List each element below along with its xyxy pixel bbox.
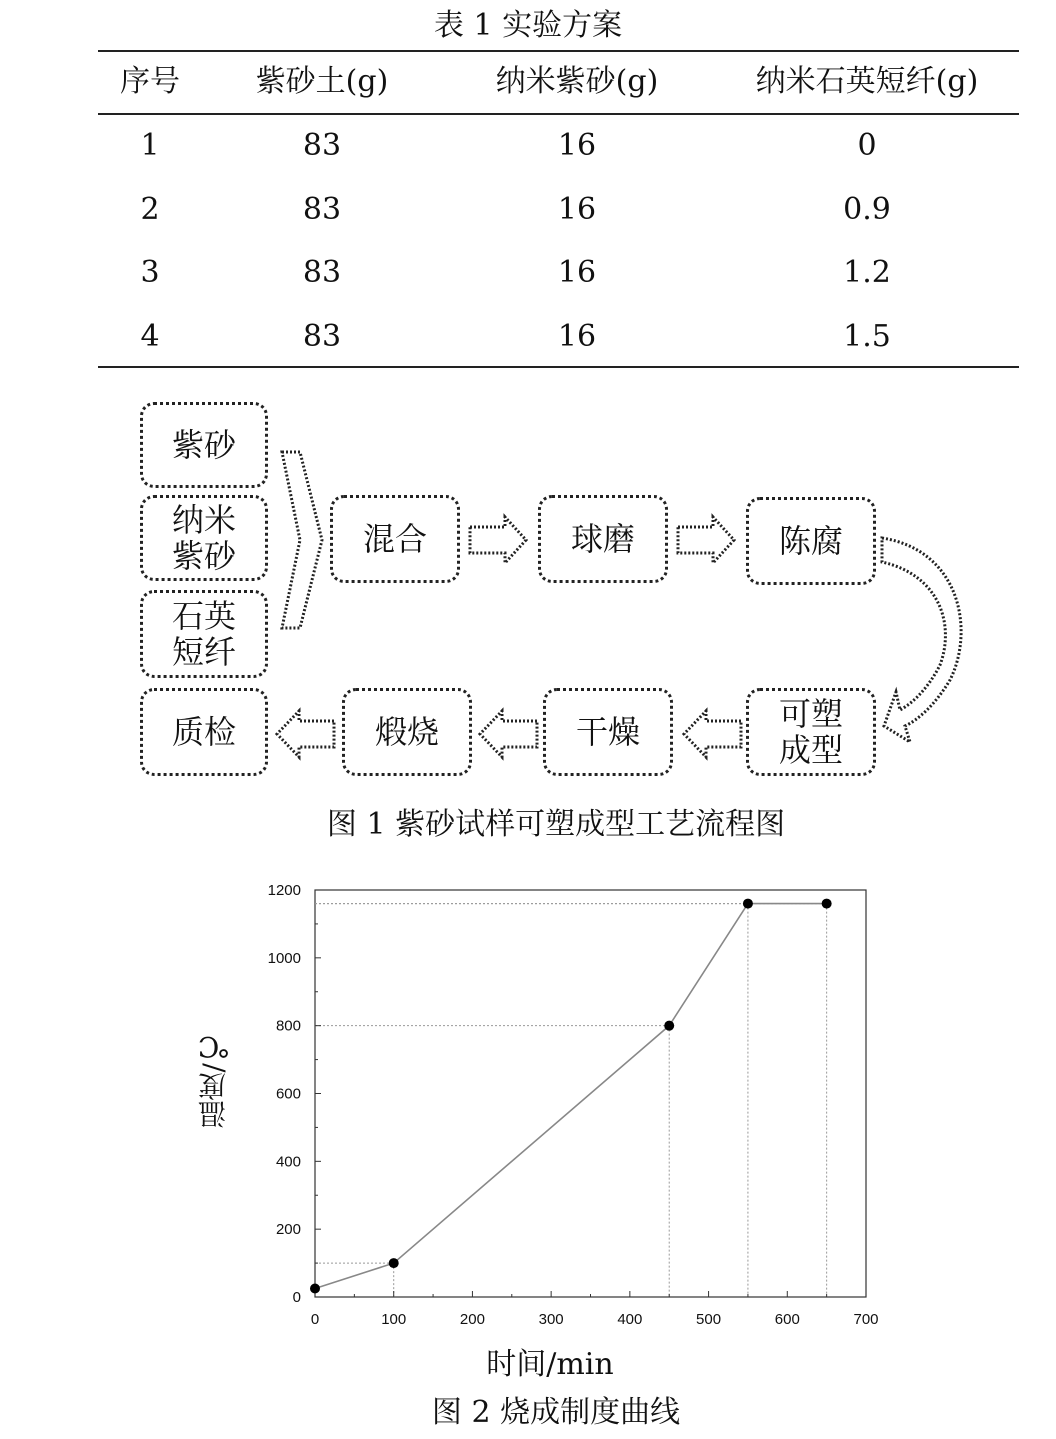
x-tick-label: 400 <box>617 1311 643 1328</box>
data-point <box>743 899 753 909</box>
table-caption: 表 1 实验方案 <box>433 8 623 43</box>
arrow-left-icon <box>480 711 537 757</box>
table-header: 纳米石英短纤(g) <box>755 64 979 99</box>
flow-box-ball-milling <box>538 495 668 583</box>
data-point <box>389 1258 399 1268</box>
arrow-right-icon <box>470 517 526 563</box>
table-cell: 83 <box>302 319 342 354</box>
flow-box-line: 可塑 <box>778 695 843 733</box>
x-tick-label: 200 <box>459 1311 485 1328</box>
table-header: 纳米紫砂(g) <box>495 64 659 99</box>
table-header: 序号 <box>120 64 180 99</box>
flow-box-label: 煅烧 <box>374 713 439 751</box>
table-cell: 1 <box>140 128 160 163</box>
table-header: 紫砂土(g) <box>255 64 389 99</box>
flow-box-input-quartz-fiber <box>140 590 268 678</box>
chart-y-axis-label: 温度/℃ <box>197 1030 230 1129</box>
flow-box-line: 石英 <box>171 597 236 635</box>
table-cell: 3 <box>140 255 160 290</box>
flow-box-label: 陈腐 <box>778 522 843 560</box>
flow-box-aging <box>746 497 876 585</box>
data-point <box>310 1284 320 1294</box>
table-cell: 0 <box>857 128 877 163</box>
table-cell: 83 <box>302 192 342 227</box>
y-tick-label: 1200 <box>267 882 301 899</box>
data-point <box>822 899 832 909</box>
flow-box-input-nano-zisha <box>140 495 268 581</box>
flow-box-line: 成型 <box>778 731 843 769</box>
table-cell: 1.2 <box>843 255 891 290</box>
y-tick-label: 0 <box>292 1289 301 1306</box>
flow-box-line: 纳米 <box>171 501 236 539</box>
x-tick-label: 100 <box>381 1311 407 1328</box>
table-top-rule <box>98 50 1019 52</box>
flow-box-label: 混合 <box>362 520 427 558</box>
firing-curve-chart <box>0 860 1056 1340</box>
flow-box-label: 球磨 <box>570 520 635 558</box>
table-cell: 83 <box>302 255 342 290</box>
data-point <box>664 1021 674 1031</box>
arrow-right-icon <box>678 517 734 563</box>
merge-chevron-arrow <box>282 452 322 628</box>
y-tick-label: 200 <box>275 1221 301 1239</box>
table-cell: 2 <box>140 192 160 227</box>
flow-box-input-zisha <box>140 402 268 488</box>
table-bottom-rule <box>98 366 1019 368</box>
table-cell: 16 <box>557 255 597 290</box>
table-cell: 16 <box>557 192 597 227</box>
flow-box-label: 质检 <box>171 713 236 751</box>
x-tick-label: 700 <box>853 1311 879 1328</box>
flow-box-drying <box>543 688 673 776</box>
table-cell: 4 <box>140 319 160 354</box>
flow-box-line: 紫砂 <box>171 537 236 575</box>
firing-curve-line <box>315 904 827 1289</box>
table-cell: 16 <box>557 319 597 354</box>
arrow-left-icon <box>684 711 741 757</box>
table-cell: 16 <box>557 128 597 163</box>
table-cell: 1.5 <box>843 319 891 354</box>
table-header-rule <box>98 113 1019 115</box>
flow-box-mixing <box>330 495 460 583</box>
x-tick-label: 500 <box>696 1311 722 1328</box>
x-tick-label: 0 <box>310 1311 320 1328</box>
arrow-left-icon <box>277 711 334 757</box>
x-tick-label: 300 <box>538 1311 564 1328</box>
flow-box-label: 干燥 <box>575 713 640 751</box>
flow-box-calcining <box>342 688 472 776</box>
y-tick-label: 400 <box>275 1153 301 1171</box>
y-tick-label: 1000 <box>267 949 301 967</box>
curved-down-arrow <box>882 538 961 742</box>
table-cell: 83 <box>302 128 342 163</box>
y-tick-label: 600 <box>275 1085 301 1103</box>
flow-box-inspection <box>140 688 268 776</box>
flow-box-line: 短纤 <box>171 633 236 671</box>
x-tick-label: 600 <box>774 1311 800 1328</box>
flow-box-line: 紫砂 <box>171 426 236 464</box>
table-cell: 0.9 <box>843 192 891 227</box>
y-tick-label: 800 <box>275 1017 301 1035</box>
figure-1-caption: 图 1 紫砂试样可塑成型工艺流程图 <box>326 807 786 842</box>
figure-2-caption: 图 2 烧成制度曲线 <box>431 1395 681 1430</box>
flow-box-plastic-forming <box>746 688 876 776</box>
chart-x-axis-label: 时间/min <box>486 1347 614 1382</box>
